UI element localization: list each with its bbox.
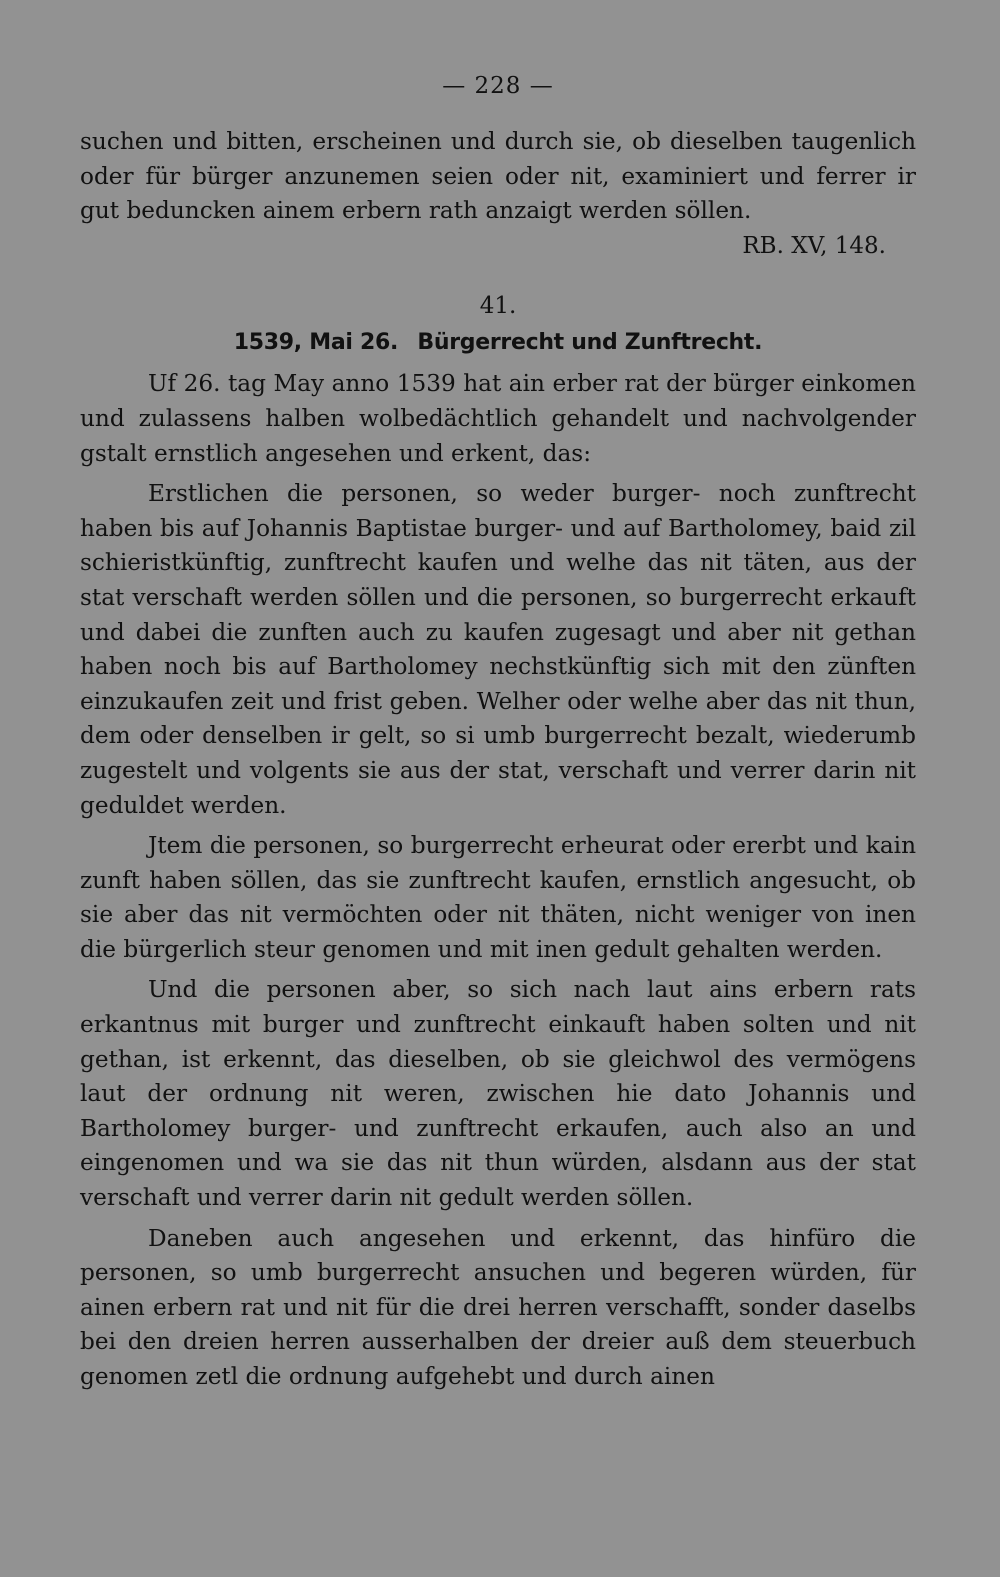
document-number: 41. [479, 293, 517, 320]
intro-paragraph: suchen und bitten, erscheinen und durch sie, ob dieselben taugenlich oder für bürger anzunemen seien oder nit, examiniert und ferrer ir gut beduncken ainem erbern rath anzaigt werden söllen. [80, 128, 916, 225]
body-paragraph: Daneben auch angesehen und erkennt, das hinfüro die personen, so umb burgerrecht ansuchen und begeren würden, für ainen erbern rat und nit für die drei herren verschafft, sonder daselbs bei den dreien herren ausserhalben der dreier auß dem steuerbuch genomen zetl die ordnung aufgehebt und durch ainen [80, 1224, 916, 1390]
body-paragraph: Erstlichen die personen, so weder burger- noch zunftrecht haben bis auf Johannis Baptistae burger- und auf Bartholomey, baid zil schieristkünftig, zunftrecht kaufen und welhe das nit täten, aus der stat verschaft werden söllen und die personen, so burgerrecht erkauft und dabei die zunften auch zu kaufen zugesagt und aber nit gethan haben noch bis auf Bartholomey nechstkünftig sich mit den zünften einzukaufen zeit und frist geben. Welher oder welhe aber das nit thun, dem oder denselben ir gelt, so si umb burgerrecht bezalt, wiederumb zugestelt und volgents sie aus der stat, verschaft und verrer darin nit geduldet werden. [80, 480, 916, 819]
document-title: Bürgerrecht und Zunftrecht. [417, 330, 763, 356]
body-paragraph: Und die personen aber, so sich nach laut ains erbern rats erkantnus mit burger und zunftrecht einkauft haben solten und nit gethan, ist erkennt, das dieselben, ob sie gleichwol des vermögens laut der ordnung nit weren, zwischen hie dato Johannis und Bartholomey burger- und zunftrecht erkaufen, auch also an und eingenomen und wa sie das nit thun würden, alsdann aus der stat verschaft und verrer darin nit gedult werden söllen. [80, 976, 916, 1212]
document-date: 1539, Mai 26. [233, 330, 399, 356]
document-page [80, 66, 916, 1395]
document-heading [80, 323, 916, 363]
citation: RB. XV, 148. [742, 232, 886, 259]
body-paragraph: Jtem die personen, so burgerrecht erheurat oder ererbt und kain zunft haben söllen, das sie zunftrecht kaufen, ernstlich angesucht, ob sie aber das nit vermöchten oder nit thäten, nicht weniger von inen die bürgerlich steur genomen und mit inen gedult gehalten werden. [80, 832, 916, 963]
page-number: — 228 — [442, 73, 554, 99]
body-paragraph: Uf 26. tag May anno 1539 hat ain erber rat der bürger einkomen und zulassens halben wolbedächtlich gehandelt und nachvolgender gstalt ernstlich angesehen und erkent, das: [80, 370, 916, 467]
